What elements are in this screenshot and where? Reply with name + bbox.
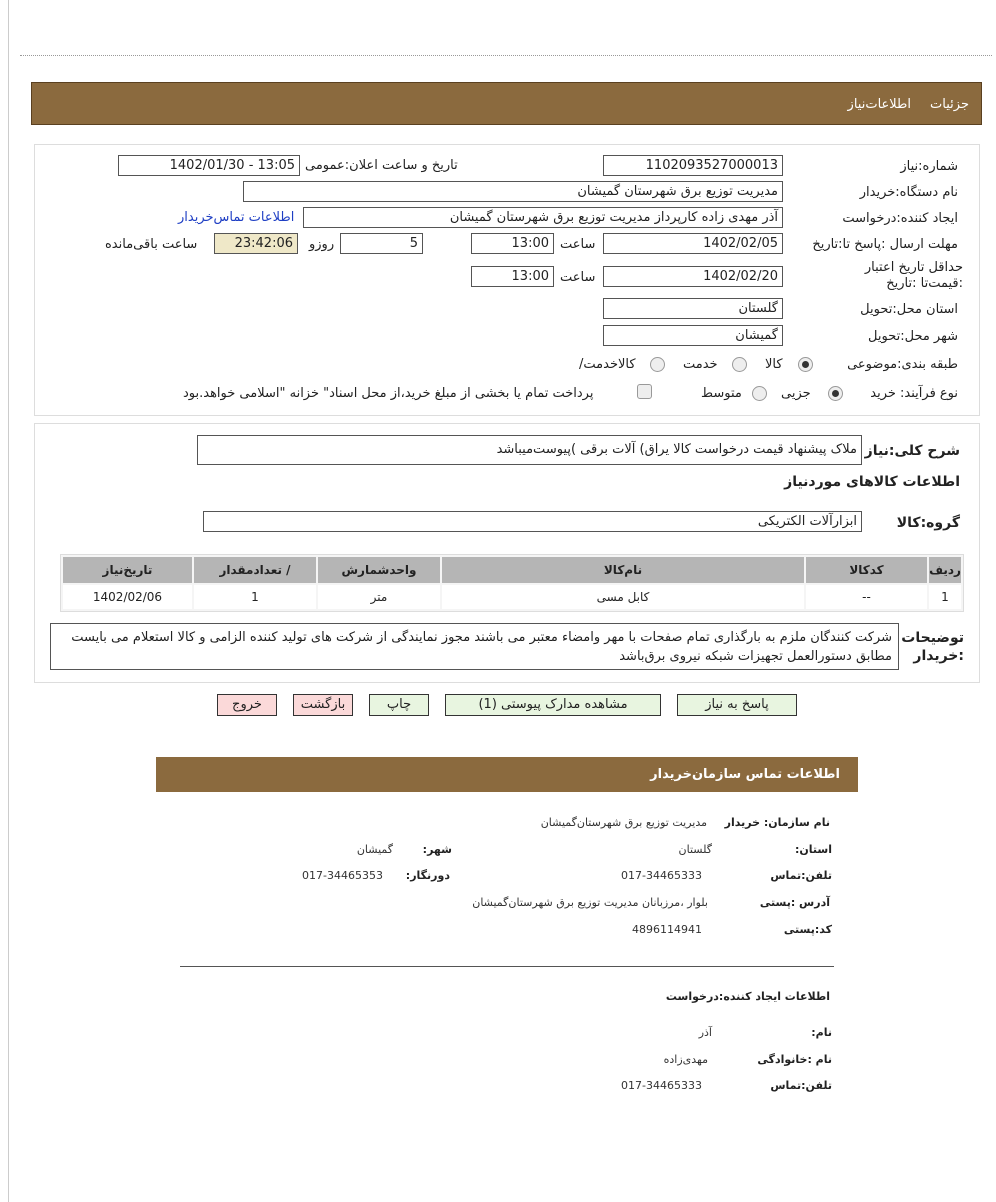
- creator-family-label: نام :خانوادگی: [757, 1053, 832, 1066]
- cell-code: --: [806, 585, 927, 609]
- col-unit: واحدشمارش: [318, 557, 440, 583]
- need-no-label: شماره:نیاز: [900, 159, 958, 174]
- buyer-org-field: مدیریت توزیع برق شهرستان گمیشان: [243, 181, 783, 202]
- view-docs-button[interactable]: مشاهده مدارک پیوستی (1): [445, 694, 661, 716]
- postal-value: 4896114941: [632, 923, 702, 936]
- col-code: کدکالا: [806, 557, 927, 583]
- creator-field: آذر مهدی زاده کارپرداز مدیریت توزیع برق شهرستان گمیشان: [303, 207, 783, 228]
- buyer-org-label: نام دستگاه:خریدار: [859, 185, 958, 200]
- group-field: ابزارآلات الکتریکی: [203, 511, 862, 532]
- radio-medium[interactable]: [752, 386, 767, 401]
- creator-phone-value: 017-34465333: [621, 1079, 702, 1092]
- radio-goods-service-label: /کالاخدمت: [579, 357, 636, 372]
- contact-province-label: :استان: [794, 843, 832, 856]
- city-field: گمیشان: [603, 325, 783, 346]
- desc-field: ملاک پیشنهاد قیمت درخواست کالا یراق) آلات برقی )پیوست‌میباشد: [197, 435, 862, 465]
- validity-time-field: 13:00: [471, 266, 554, 287]
- send-time-field: 13:00: [471, 233, 554, 254]
- address-value: بلوار ،مرزبانان مدیریت توزیع برق شهرستان‌گمیشان: [472, 896, 708, 909]
- days-label: روزو: [309, 237, 335, 252]
- contact-title-bar: [156, 757, 858, 792]
- creator-name-label: :نام: [811, 1026, 832, 1039]
- radio-partial[interactable]: [828, 386, 843, 401]
- radio-service-label: خدمت: [683, 357, 718, 372]
- city-label: شهر محل:تحویل: [868, 329, 958, 344]
- cell-unit: متر: [318, 585, 440, 609]
- remaining-time-field: 23:42:06: [214, 233, 298, 254]
- validity-date-field: 1402/02/20: [603, 266, 783, 287]
- creator-name-value: آذر: [698, 1026, 712, 1039]
- cell-row: 1: [929, 585, 961, 609]
- desc-label: شرح کلی:نیاز: [864, 443, 960, 459]
- radio-medium-label: متوسط: [701, 386, 742, 401]
- col-name: نام‌کالا: [442, 557, 804, 583]
- days-field: 5: [340, 233, 423, 254]
- radio-goods-service[interactable]: [650, 357, 665, 372]
- header-bar: [31, 82, 982, 125]
- contact-city-value: گمیشان: [356, 843, 393, 856]
- reply-button[interactable]: پاسخ به نیاز: [677, 694, 797, 716]
- contact-province-value: گلستان: [678, 843, 712, 856]
- buyer-contact-link[interactable]: اطلاعات تماس‌خریدار: [178, 210, 295, 225]
- creator-info-title: اطلاعات ایجاد کننده:درخواست: [665, 990, 830, 1003]
- creator-label: ایجاد کننده:درخواست: [842, 211, 958, 226]
- table-row: [63, 585, 961, 609]
- announce-field: 1402/01/30 - 13:05: [118, 155, 300, 176]
- print-button[interactable]: چاپ: [369, 694, 429, 716]
- radio-goods[interactable]: [798, 357, 813, 372]
- top-divider: [20, 55, 992, 56]
- announce-label: تاریخ و ساعت اعلان:عمومی: [305, 158, 458, 173]
- cell-qty: 1: [194, 585, 316, 609]
- province-field: گلستان: [603, 298, 783, 319]
- category-label: طبقه بندی:موضوعی: [847, 357, 958, 372]
- remaining-label: ساعت باقی‌مانده: [105, 237, 198, 252]
- validity-label: حداقل تاریخ اعتبار :قیمت‌تا :تاریخ: [864, 260, 963, 291]
- phone-value: 017-34465333: [621, 869, 702, 882]
- group-label: گروه:کالا: [896, 515, 960, 531]
- items-table: [61, 555, 963, 611]
- contact-title: اطلاعات تماس سازمان‌خریدار: [650, 767, 840, 782]
- buyer-notes-label: توضیحات :خریدار: [901, 630, 964, 664]
- contact-separator: [180, 966, 834, 967]
- creator-family-value: مهدی‌زاده: [663, 1053, 708, 1066]
- tab-need-info[interactable]: اطلاعات‌نیاز: [847, 97, 911, 112]
- payment-note: پرداخت تمام یا بخشی از مبلغ خرید،از محل اسناد" خزانه "اسلامی خواهد.بود: [183, 386, 594, 401]
- back-button[interactable]: بازگشت: [293, 694, 353, 716]
- org-value: مدیریت توزیع برق شهرستان‌گمیشان: [540, 816, 707, 829]
- fax-value: 017-34465353: [302, 869, 383, 882]
- radio-partial-label: جزیی: [781, 386, 811, 401]
- col-date: تاریخ‌نیاز: [63, 557, 192, 583]
- process-label: نوع فرآیند: خرید: [870, 386, 958, 401]
- postal-label: کد:پستی: [783, 923, 832, 936]
- send-deadline-label: مهلت ارسال :پاسخ تا:تاریخ: [812, 237, 958, 252]
- address-label: آدرس :پستی: [759, 896, 830, 909]
- col-qty: / تعدادمقدار: [194, 557, 316, 583]
- payment-checkbox[interactable]: [637, 384, 652, 399]
- cell-name: کابل مسی: [442, 585, 804, 609]
- contact-city-label: :شهر: [422, 843, 452, 856]
- send-time-label: ساعت: [560, 237, 596, 252]
- tab-details[interactable]: جزئیات: [930, 97, 969, 112]
- fax-label: :دورنگار: [405, 869, 450, 882]
- send-date-field: 1402/02/05: [603, 233, 783, 254]
- province-label: استان محل:تحویل: [860, 302, 958, 317]
- creator-phone-label: تلفن:تماس: [770, 1079, 832, 1092]
- left-border: [8, 0, 9, 1202]
- phone-label: تلفن:تماس: [770, 869, 832, 882]
- need-no-field: 1102093527000013: [603, 155, 783, 176]
- items-table-wrapper: [60, 554, 964, 612]
- org-label: نام سازمان: خریدار: [724, 816, 830, 829]
- buyer-notes-field: شرکت کنندگان ملزم به بارگذاری تمام صفحات با مهر وامضاء معتبر می باشند مجوز نمایندگی از شرکت های تولید کننده الزامی و کالا استعلام می بایست مطابق دستورالعمل تجهیزات شبکه نیروی برق‌باشد: [50, 623, 899, 670]
- radio-service[interactable]: [732, 357, 747, 372]
- exit-button[interactable]: خروج: [217, 694, 277, 716]
- col-row: ردیف: [929, 557, 961, 583]
- table-header-row: [63, 557, 961, 583]
- cell-date: 1402/02/06: [63, 585, 192, 609]
- radio-goods-label: کالا: [765, 357, 783, 372]
- validity-time-label: ساعت: [560, 270, 596, 285]
- goods-info-title: اطلاعات کالاهای موردنیاز: [784, 474, 960, 490]
